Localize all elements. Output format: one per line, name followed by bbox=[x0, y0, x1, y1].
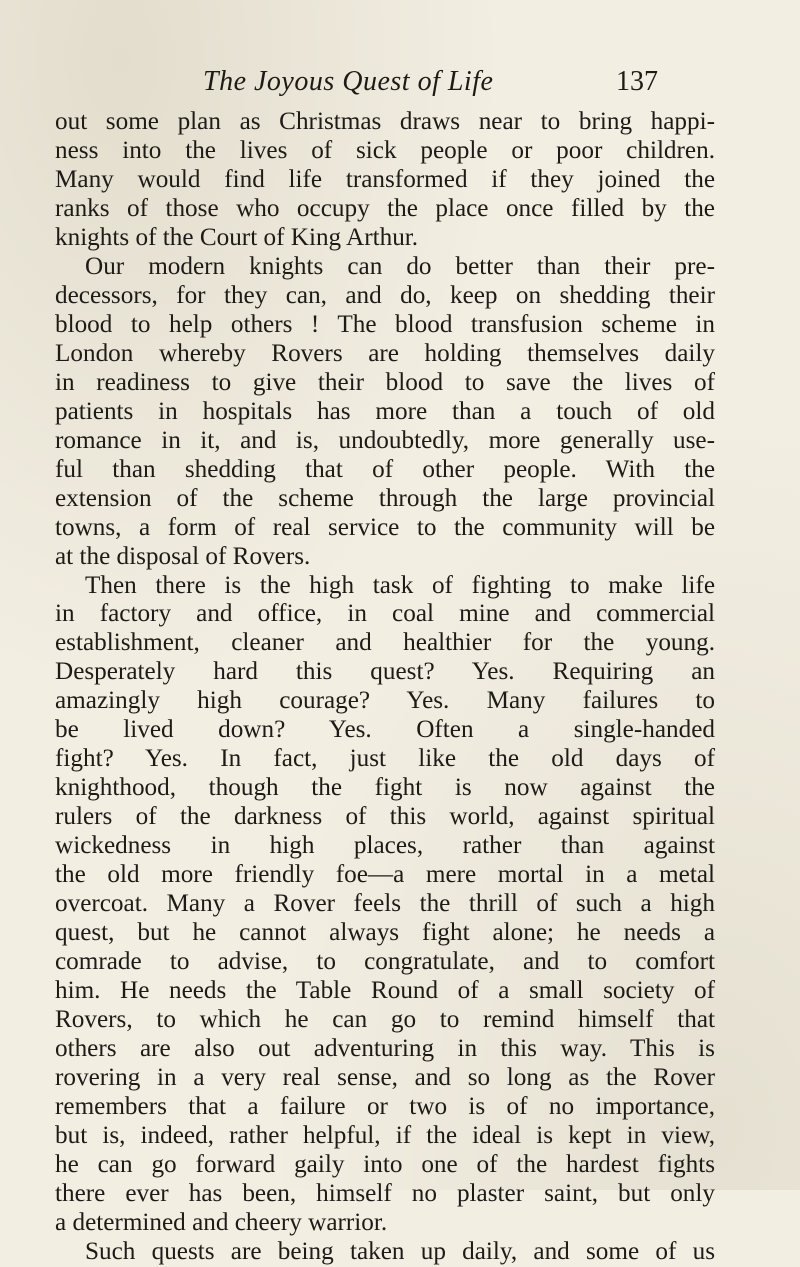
text-line: knighthood, though the fight is now against the bbox=[55, 774, 715, 802]
text-line: knights of the Court of King Arthur. bbox=[55, 223, 419, 251]
text-line: amazingly high courage? Yes. Many failures to bbox=[55, 687, 715, 715]
text-line: there ever has been, himself no plaster saint, but only bbox=[55, 1179, 715, 1207]
text-line: a determined and cheery warrior. bbox=[55, 1208, 388, 1236]
text-line: he can go forward gaily into one of the hardest fights bbox=[55, 1150, 715, 1178]
text-line: be lived down? Yes. Often a single-handed bbox=[55, 716, 715, 744]
text-line: wickedness in high places, rather than against bbox=[55, 832, 715, 860]
text-line: Many would find life transformed if they joined the bbox=[55, 165, 715, 193]
text-line: quest, but he cannot always fight alone; he needs a bbox=[55, 919, 715, 947]
text-line: Rovers, to which he can go to remind himself that bbox=[55, 1006, 715, 1034]
text-line: establishment, cleaner and healthier for the young. bbox=[55, 629, 715, 657]
text-line: ranks of those who occupy the place once filled by the bbox=[55, 194, 715, 222]
text-line: overcoat. Many a Rover feels the thrill of such a high bbox=[55, 890, 715, 918]
text-line: Our modern knights can do better than their pre- bbox=[85, 252, 715, 280]
text-line: blood to help others ! The blood transfusion scheme in bbox=[55, 310, 715, 338]
text-line: at the disposal of Rovers. bbox=[55, 542, 311, 570]
text-line: in readiness to give their blood to save the lives of bbox=[55, 368, 715, 396]
text-line: out some plan as Christmas draws near to bring happi- bbox=[55, 108, 715, 135]
text-line: but is, indeed, rather helpful, if the ideal is kept in view, bbox=[55, 1121, 715, 1149]
text-line: the old more friendly foe—a mere mortal in a metal bbox=[55, 861, 715, 889]
text-line: rovering in a very real sense, and so long as the Rover bbox=[55, 1063, 715, 1091]
text-line: ness into the lives of sick people or poor children. bbox=[55, 136, 715, 164]
page-number: 137 bbox=[616, 66, 658, 97]
text-line: Then there is the high task of fighting to make life bbox=[85, 571, 715, 599]
text-line: him. He needs the Table Round of a small society of bbox=[55, 977, 715, 1005]
text-line: rulers of the darkness of this world, against spiritual bbox=[55, 803, 715, 831]
running-title: The Joyous Quest of Life bbox=[203, 66, 494, 97]
text-line: towns, a form of real service to the community will be bbox=[55, 513, 715, 541]
text-line: romance in it, and is, undoubtedly, more generally use- bbox=[55, 426, 715, 454]
running-head bbox=[0, 64, 800, 100]
text-line: fight? Yes. In fact, just like the old days of bbox=[55, 745, 715, 773]
text-line: ful than shedding that of other people. With the bbox=[55, 455, 715, 483]
text-line: decessors, for they can, and do, keep on shedding their bbox=[55, 281, 715, 309]
text-line: extension of the scheme through the large provincial bbox=[55, 484, 715, 512]
text-line: London whereby Rovers are holding themselves daily bbox=[55, 339, 715, 367]
text-line: Such quests are being taken up daily, and some of us bbox=[85, 1237, 715, 1265]
text-line: comrade to advise, to congratulate, and to comfort bbox=[55, 948, 715, 976]
text-line: others are also out adventuring in this way. This is bbox=[55, 1035, 715, 1062]
body-text bbox=[55, 108, 715, 1267]
text-line: Desperately hard this quest? Yes. Requiring an bbox=[55, 658, 715, 686]
text-line: in factory and office, in coal mine and commercial bbox=[55, 600, 715, 628]
text-line: remembers that a failure or two is of no importance, bbox=[55, 1092, 715, 1120]
text-line: patients in hospitals has more than a touch of old bbox=[55, 397, 715, 425]
